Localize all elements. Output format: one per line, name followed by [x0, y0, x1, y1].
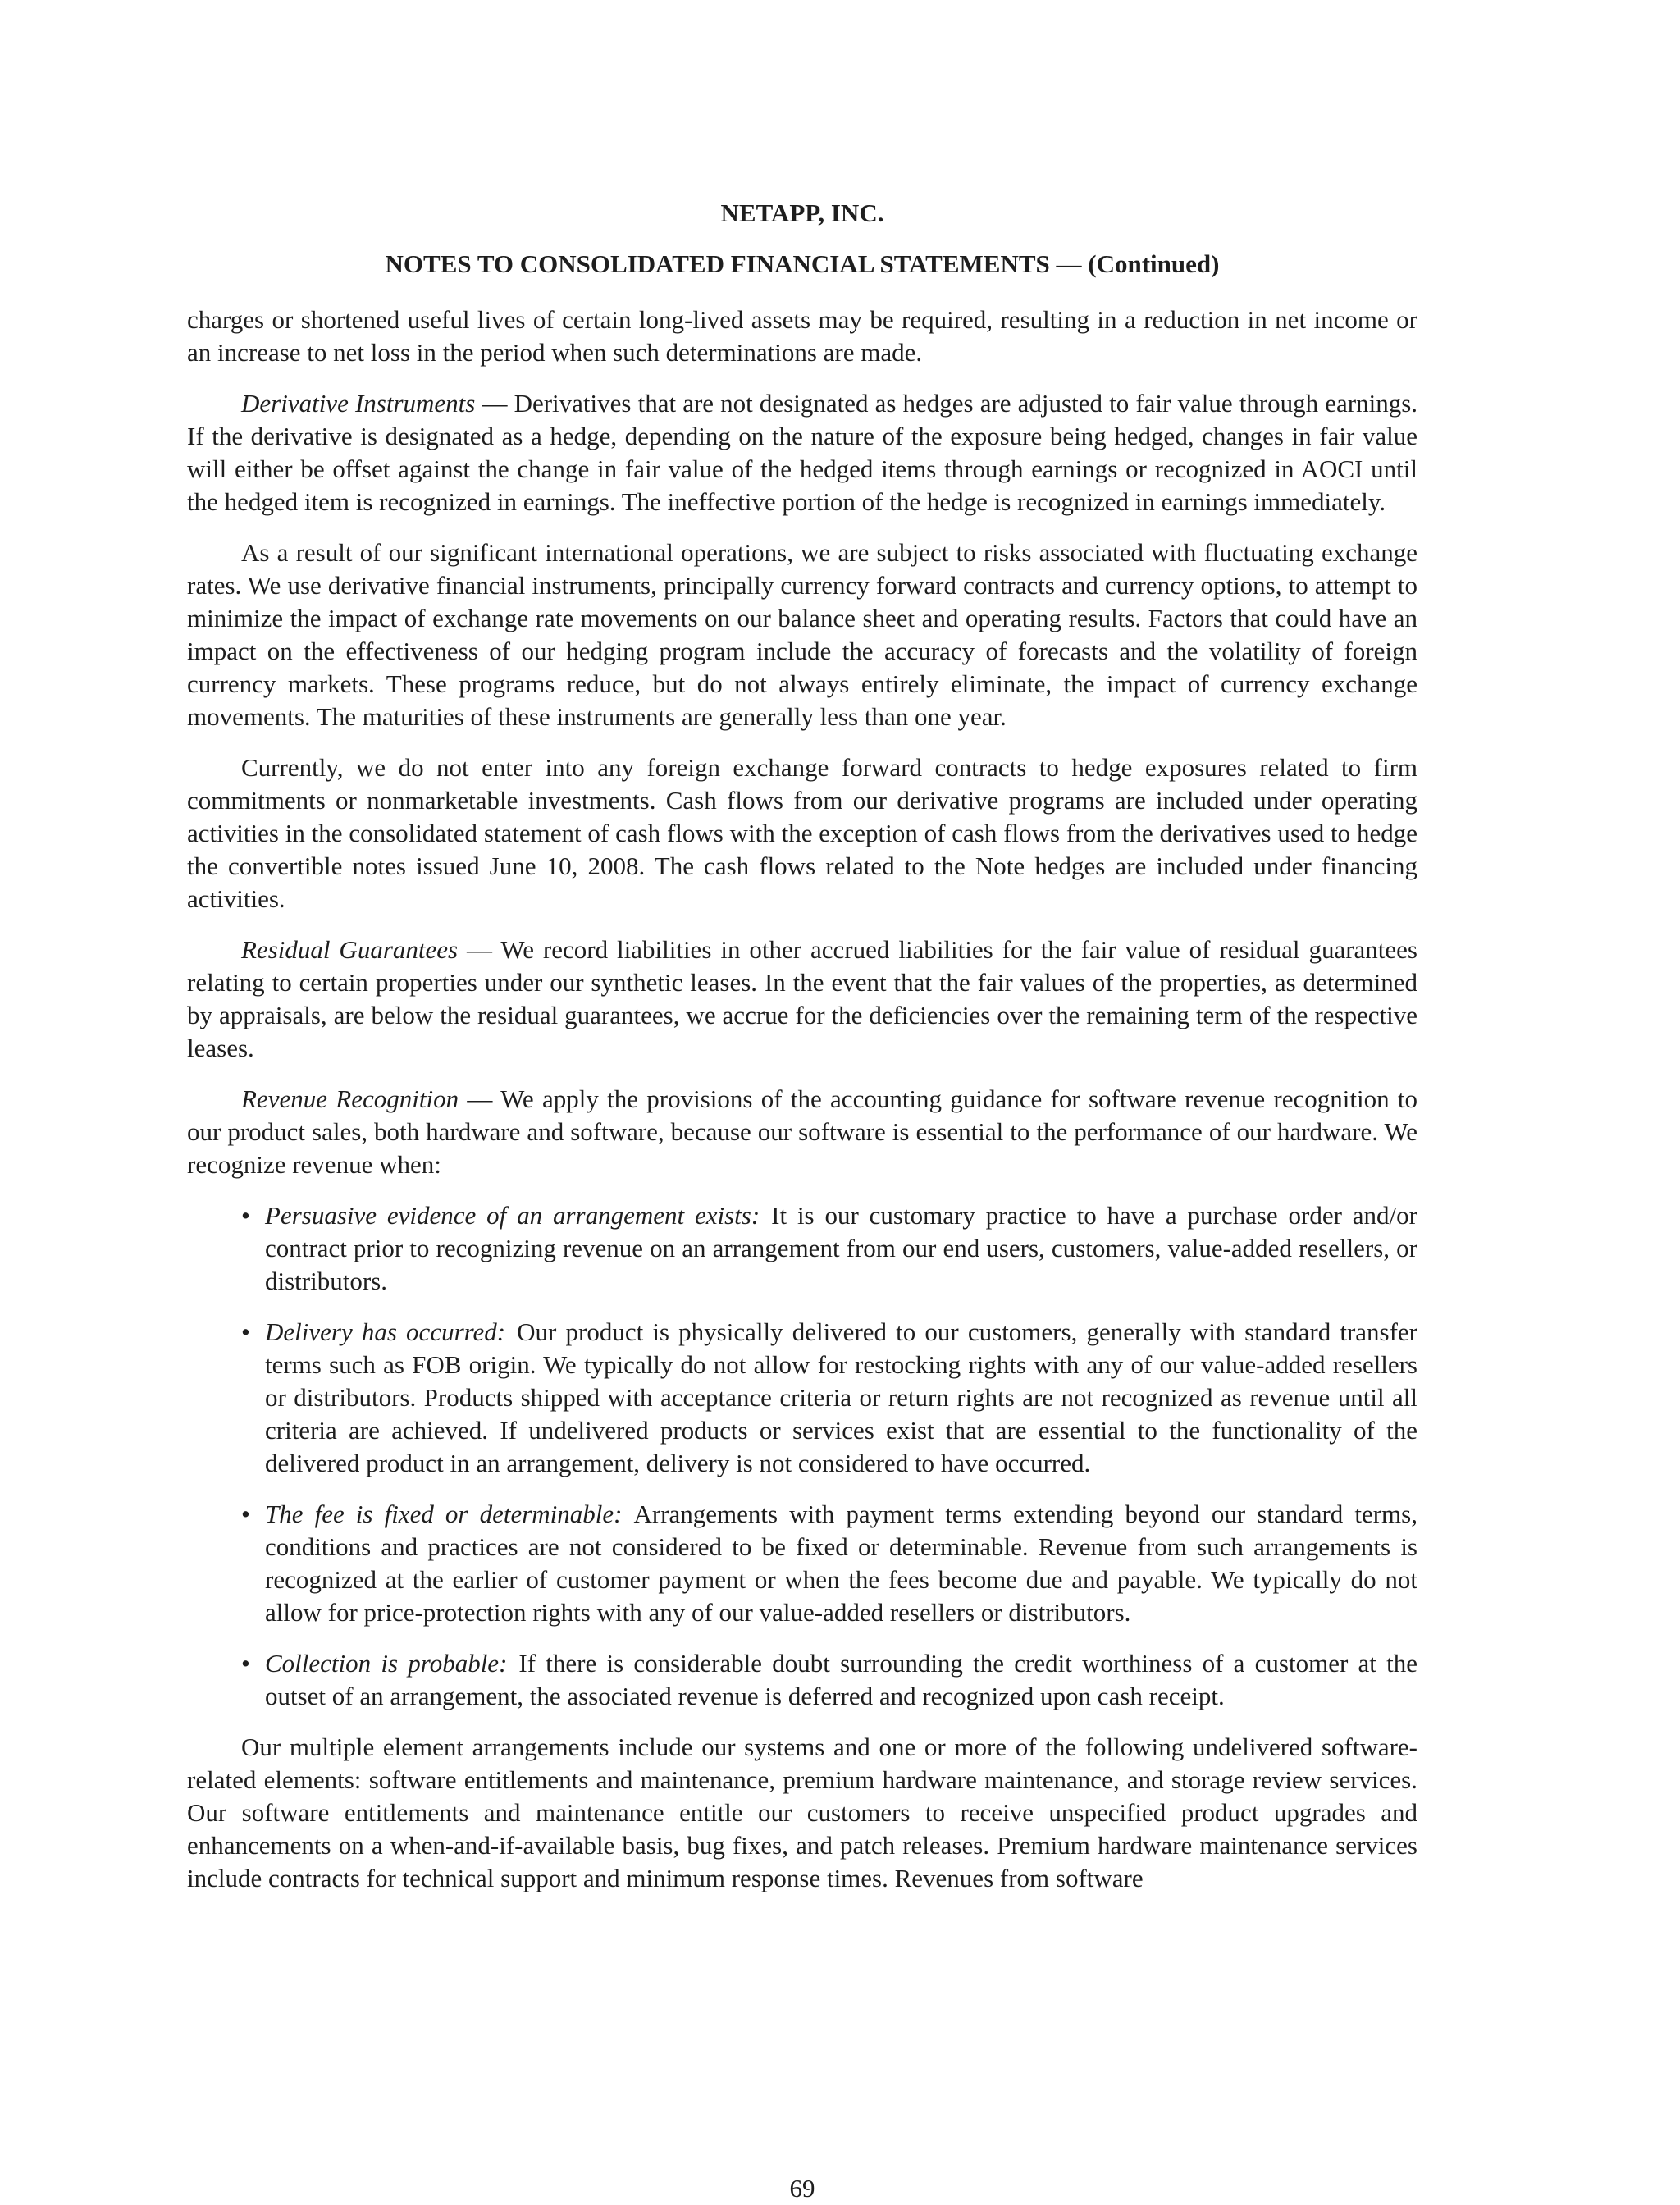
page-title: NOTES TO CONSOLIDATED FINANCIAL STATEMENTS — (Continued) — [385, 249, 1220, 278]
paragraph-forward-contracts: Currently, we do not enter into any foreign exchange forward contracts to hedge exposures related to firm commitments or nonmarketable investments. Cash flows from our derivative programs are included under operating activities in the consolidated statement of cash flows with the exception of cash flows from the derivatives used to hedge the convertible notes issued June 10, 2008. The cash flows related to the Note hedges are included under financing activities. — [187, 753, 1418, 913]
list-item-title: The fee is fixed or determinable: — [265, 1500, 623, 1528]
company-name: NETAPP, INC. — [720, 199, 884, 227]
list-item-title: Delivery has occurred: — [265, 1317, 506, 1346]
list-item-text: It is our customary practice to have a purchase order and/or contract prior to recognizing revenue on an arrangement from our end users, customers, value-added resellers, or distributors. — [265, 1201, 1418, 1295]
list-item — [187, 1316, 1418, 1480]
bullet-icon: • — [241, 1317, 250, 1346]
list-item — [187, 1498, 1418, 1629]
list-item-text: Our product is physically delivered to our customers, generally with standard transfer terms such as FOB origin. We typically do not allow for restocking rights with any of our value-added resellers or distributors. Products shipped with acceptance criteria or return rights are not recognized as revenue until all criteria are achieved. If undelivered products or services exist that are essential to the functionality of the delivered product in an arrangement, delivery is not considered to have occurred. — [265, 1317, 1418, 1477]
paragraph-exchange-rates: As a result of our significant international operations, we are subject to risks associated with fluctuating exchange rates. We use derivative financial instruments, principally currency forward contracts and currency options, to attempt to minimize the impact of exchange rate movements on our balance sheet and operating results. Factors that could have an impact on the effectiveness of our hedging program include the accuracy of forecasts and the volatility of foreign currency markets. These programs reduce, but do not always entirely eliminate, the impact of currency exchange movements. The maturities of these instruments are generally less than one year. — [187, 538, 1418, 731]
page-number: 69 — [789, 2174, 815, 2203]
term-residual-guarantees: Residual Guarantees — [241, 935, 459, 964]
list-item-text: If there is considerable doubt surrounding the credit worthiness of a customer at the outset of an arrangement, the associated revenue is deferred and recognized upon cash receipt. — [265, 1649, 1418, 1710]
list-item-title: Collection is probable: — [265, 1649, 508, 1678]
document-page — [187, 197, 1418, 2203]
revenue-criteria-list — [187, 1199, 1418, 1713]
paragraph-revenue-recognition — [187, 1083, 1418, 1181]
paragraph-derivative-instruments — [187, 387, 1418, 518]
paragraph-text: — Derivatives that are not designated as hedges are adjusted to fair value through earnings. If the derivative is designated as a hedge, depending on the nature of the exposure being hedged, changes in fair value will either be offset against the change in fair value of the hedged items through earnings or recognized in AOCI until the hedged item is recognized in earnings. The ineffective portion of the hedge is recognized in earnings immediately. — [187, 389, 1418, 516]
paragraph-residual-guarantees — [187, 934, 1418, 1065]
bullet-icon: • — [241, 1500, 250, 1528]
list-item-title: Persuasive evidence of an arrangement exists: — [265, 1201, 760, 1230]
term-derivative-instruments: Derivative Instruments — [241, 389, 476, 418]
paragraph-continued: charges or shortened useful lives of certain long-lived assets may be required, resulting in a reduction in net income or an increase to net loss in the period when such determinations are made. — [187, 305, 1418, 367]
bullet-icon: • — [241, 1649, 250, 1678]
list-item — [187, 1199, 1418, 1298]
paragraph-multiple-element-arrangements: Our multiple element arrangements include our systems and one or more of the following undelivered software-related elements: software entitlements and maintenance, premium hardware maintenance, and storage review services. Our software entitlements and maintenance entitle our customers to receive unspecified product upgrades and enhancements on a when-and-if-available basis, bug fixes, and patch releases. Premium hardware maintenance services include contracts for technical support and minimum response times. Revenues from software — [187, 1732, 1418, 1892]
term-revenue-recognition: Revenue Recognition — [241, 1084, 459, 1113]
paragraph-text: — We record liabilities in other accrued liabilities for the fair value of residual guarantees relating to certain properties under our synthetic leases. In the event that the fair values of the properties, as determined by appraisals, are below the residual guarantees, we accrue for the deficiencies over the remaining term of the respective leases. — [187, 935, 1418, 1062]
list-item-text: Arrangements with payment terms extending beyond our standard terms, conditions and practices are not considered to be fixed or determinable. Revenue from such arrangements is recognized at the earlier of customer payment or when the fees become due and payable. We typically do not allow for price-protection rights with any of our value-added resellers or distributors. — [265, 1500, 1418, 1627]
bullet-icon: • — [241, 1201, 250, 1230]
list-item — [187, 1647, 1418, 1713]
paragraph-text: — We apply the provisions of the accounting guidance for software revenue recognition to our product sales, both hardware and software, because our software is essential to the performance of our hardware. We recognize revenue when: — [187, 1084, 1418, 1179]
